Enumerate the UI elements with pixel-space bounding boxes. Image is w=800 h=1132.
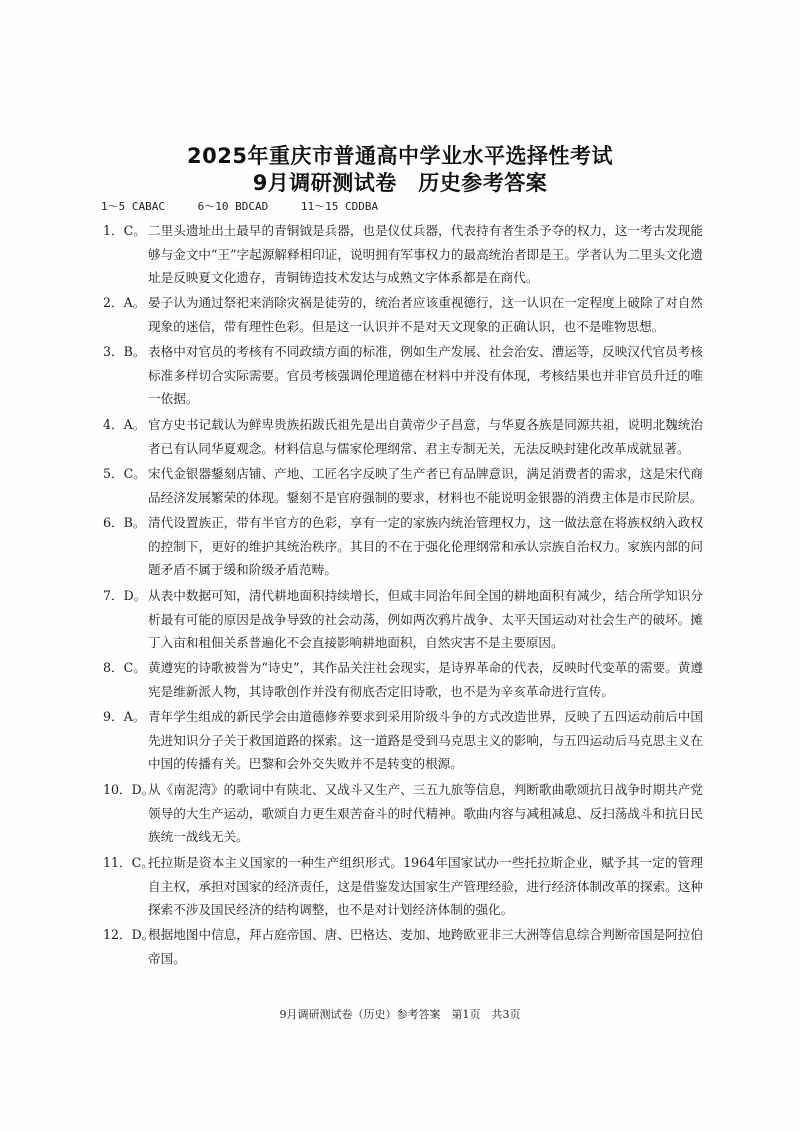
answer-item [103, 923, 703, 970]
answer-explanation: 二里头遗址出土最早的青铜钺是兵器，也是仪仗兵器，代表持有者生杀予夺的权力，这一考古发现能够与金文中“王”字起源解释相印证，说明拥有军事权力的最高统治者即是王。学者认为二里头文化遗址是反映夏文化遗存，青铜铸造技术发达与成熟文字体系都是在商代。 [148, 223, 703, 285]
summary-group-2: 6～10 BDCAD [197, 200, 269, 213]
answer-item [103, 656, 703, 703]
answer-number: 9．A。 [103, 709, 146, 724]
answer-explanation: 官方史书记载认为鲜卑贵族拓跋氏祖先是出自黄帝少子昌意，与华夏各族是同源共祖，说明北魏统治者已有认同华夏观念。材料信息与儒家伦理纲常、君主专制无关，无法反映封建化改革成就显著。 [148, 417, 703, 456]
answer-number: 12．D。 [103, 927, 155, 942]
answer-number: 4．A。 [103, 417, 146, 432]
answer-item [103, 511, 703, 582]
answer-explanation: 宋代金银器鋬刻店铺、产地、工匠名字反映了生产者已有品牌意识，满足消费者的需求，这是宋代商品经济发展繁荣的体现。鋬刻不是官府强制的要求，材料也不能说明金银器的消费主体是市民阶层。 [148, 466, 703, 505]
page-footer: 9月调研测试卷（历史）参考答案 第1页 共3页 [279, 1008, 521, 1021]
answer-summary [101, 198, 404, 214]
answer-number: 3．B。 [103, 344, 146, 359]
page-title: 2025年重庆市普通高中学业水平选择性考试 [187, 144, 613, 168]
answer-item [103, 219, 703, 290]
answer-item [103, 413, 703, 460]
answer-explanation: 晏子认为通过祭祀来消除灾祸是徒劳的，统治者应该重视德行，这一认识在一定程度上破除了对自然现象的迷信，带有理性色彩。但是这一认识并不是对天文现象的正确认识，也不是唯物思想。 [148, 295, 703, 334]
answer-number: 6．B。 [103, 515, 146, 530]
summary-group-3: 11～15 CDDBA [300, 200, 379, 213]
summary-group-1: 1～5 CABAC [101, 200, 165, 213]
answer-explanation: 黄遵宪的诗歌被誉为“诗史”，其作品关注社会现实，是诗界革命的代表，反映时代变革的需要。黄遵宪是维新派人物，其诗歌创作并没有彻底否定旧诗歌，也不是为辛亥革命进行宣传。 [148, 660, 703, 699]
answer-item [103, 340, 703, 411]
answer-item [103, 778, 703, 849]
answer-explanation: 托拉斯是资本主义国家的一种生产组织形式。1964年国家试办一些托拉斯企业，赋予其一定的管理自主权，承担对国家的经济责任，这是借鉴发达国家生产管理经验，进行经济体制改革的探索。这种探索不涉及国民经济的结构调整，也不是对计划经济体制的强化。 [148, 855, 703, 917]
answer-explanation: 根据地图中信息，拜占庭帝国、唐、巴格达、麦加、地跨欧亚非三大洲等信息综合判断帝国是阿拉伯帝国。 [148, 927, 703, 966]
answer-explanation: 清代设置族正，带有半官方的色彩，享有一定的家族内统治管理权力，这一做法意在将族权纳入政权的控制下，更好的维护其统治秩序。其目的不在于强化伦理纲常和承认宗族自治权力。家族内部的问题矛盾不属于缓和阶级矛盾范畴。 [148, 515, 703, 577]
answer-item [103, 291, 703, 338]
answer-number: 1．C。 [103, 223, 146, 238]
answer-explanation: 从表中数据可知，清代耕地面积持续增长，但咸丰同治年间全国的耕地面积有减少，结合所学知识分析最有可能的原因是战争导致的社会动荡，例如两次鸦片战争、太平天国运动对社会生产的破坏。摊丁入亩和租佃关系普遍化不会直接影响耕地面积，自然灾害不是主要原因。 [148, 588, 703, 650]
page-subtitle: 9月调研测试卷 历史参考答案 [252, 171, 548, 195]
answer-number: 11．C。 [103, 855, 154, 870]
answer-explanation: 表格中对官员的考核有不同政绩方面的标准，例如生产发展、社会治安、漕运等，反映汉代官员考核标准多样切合实际需要。官员考核强调伦理道德在材料中并没有体现，考核结果也并非官员升迁的唯一依据。 [148, 344, 703, 406]
answer-item [103, 851, 703, 922]
answer-item [103, 462, 703, 509]
answer-explanation: 青年学生组成的新民学会由道德修养要求到采用阶级斗争的方式改造世界，反映了五四运动前后中国先进知识分子关于救国道路的探索。这一道路是受到马克思主义的影响，与五四运动后马克思主义在中国的传播有关。巴黎和会外交失败并不是转变的根源。 [148, 709, 703, 771]
answer-number: 8．C。 [103, 660, 146, 675]
answer-number: 2．A。 [103, 295, 146, 310]
answer-explanation: 从《南泥湾》的歌词中有陕北、又战斗又生产、三五九旅等信息，判断歌曲歌颂抗日战争时期共产党领导的大生产运动，歌颂自力更生艰苦奋斗的时代精神。歌曲内容与减租减息、反扫荡战斗和抗日民族统一战线无关。 [148, 782, 703, 844]
answer-item [103, 705, 703, 776]
answer-number: 5．C。 [103, 466, 146, 481]
answer-item [103, 584, 703, 655]
answer-number: 10．D。 [103, 782, 155, 797]
answer-number: 7．D。 [103, 588, 147, 603]
